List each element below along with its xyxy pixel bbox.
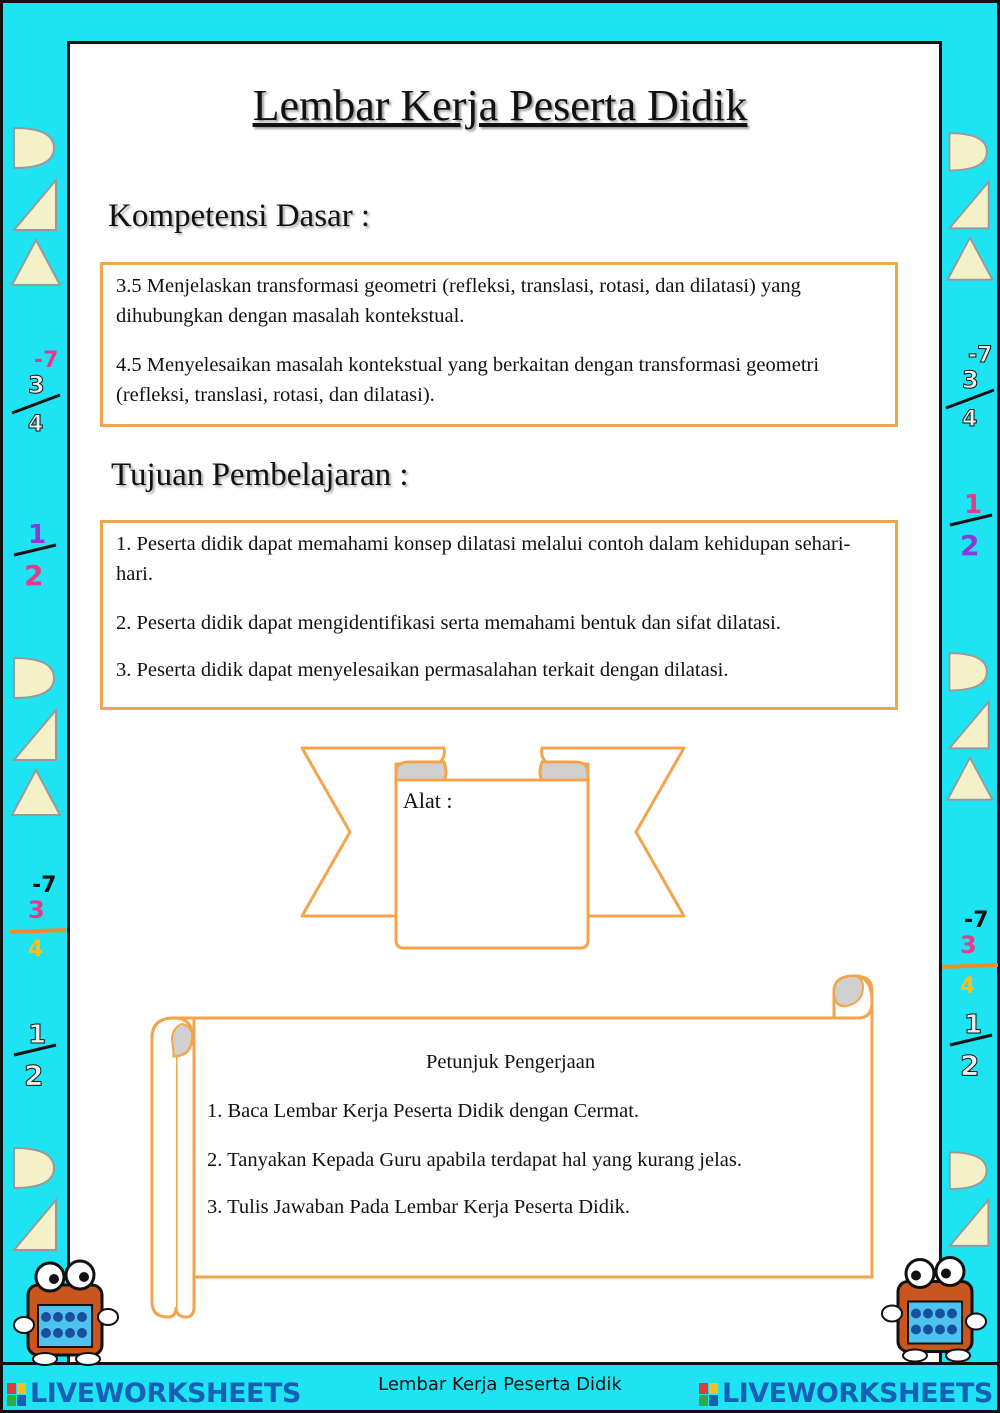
tujuan-heading: Tujuan Pembelajaran :	[111, 457, 409, 493]
ruler-triangle-icon	[6, 650, 66, 820]
ruler-triangle-icon	[942, 640, 998, 810]
brand-text-left: LIVEWORKSHEETS	[30, 1378, 301, 1409]
abacus-mascot-icon	[10, 1255, 120, 1367]
petunjuk-item: 1. Baca Lembar Kerja Peserta Didik dengan Cermat.	[207, 1100, 640, 1122]
fraction-middle: 3	[960, 931, 977, 959]
fraction-numerator: -7	[964, 908, 989, 933]
petunjuk-item: 3. Tulis Jawaban Pada Lembar Kerja Peserta Didik.	[207, 1196, 631, 1218]
fraction-half-icon	[10, 1015, 60, 1090]
fraction-icon	[942, 340, 998, 430]
fraction-icon	[8, 870, 68, 960]
tujuan-item: 1. Peserta didik dapat memahami konsep dilatasi melalui contoh dalam kehidupan sehari-hari.	[116, 533, 851, 585]
kompetensi-box	[100, 262, 898, 427]
ruler-triangle-icon	[942, 120, 998, 290]
petunjuk-item: 2. Tanyakan Kepada Guru apabila terdapat hal yang kurang jelas.	[207, 1149, 742, 1171]
tujuan-item: 3. Peserta didik dapat menyelesaikan permasalahan terkait dengan dilatasi.	[116, 659, 729, 681]
live-badge-icon	[698, 1382, 720, 1408]
fraction-numerator: -7	[968, 343, 993, 368]
fraction-numerator: 1	[28, 520, 47, 550]
fraction-numerator: 1	[28, 1020, 47, 1050]
alat-ribbon-banner	[298, 744, 690, 954]
fraction-denominator: 4	[28, 412, 44, 435]
ruler-triangle-icon	[6, 120, 66, 290]
fraction-numerator: -7	[32, 873, 57, 898]
kompetensi-item: 4.5 Menyelesaikan masalah kontekstual yang berkaitan dengan transformasi geometri (refleksi, translasi, rotasi, dan dilatasi).	[116, 354, 820, 406]
brand-text-right: LIVEWORKSHEETS	[722, 1378, 993, 1409]
ruler-triangle-icon	[942, 1145, 998, 1255]
kompetensi-heading: Kompetensi Dasar :	[108, 198, 371, 234]
fraction-half-icon	[946, 485, 996, 560]
ruler-triangle-icon	[6, 1140, 66, 1260]
fraction-half-icon	[946, 1005, 996, 1080]
fraction-middle: 3	[28, 896, 45, 924]
petunjuk-scroll	[146, 972, 878, 1320]
fraction-middle: 3	[28, 371, 45, 399]
top-border-band	[0, 0, 1000, 44]
fraction-denominator: 2	[24, 559, 44, 590]
abacus-mascot-icon	[880, 1250, 990, 1365]
fraction-numerator: 1	[964, 1010, 983, 1040]
fraction-denominator: 4	[28, 937, 44, 960]
fraction-denominator: 2	[960, 529, 980, 560]
tujuan-item: 2. Peserta didik dapat mengidentifikasi serta memahami bentuk dan sifat dilatasi.	[116, 612, 781, 634]
alat-label: Alat :	[403, 788, 453, 813]
fraction-icon	[940, 905, 1000, 1000]
kompetensi-item: 3.5 Menjelaskan transformasi geometri (refleksi, translasi, rotasi, dan dilatasi) yang dihubungkan dengan masalah kontekstual.	[116, 275, 801, 327]
fraction-numerator: 1	[964, 490, 983, 520]
tujuan-box	[100, 520, 898, 710]
fraction-denominator: 2	[960, 1049, 980, 1080]
page-title: Lembar Kerja Peserta Didik	[252, 81, 748, 130]
fraction-half-icon	[10, 515, 60, 590]
fraction-denominator: 4	[962, 407, 978, 430]
fraction-icon	[8, 345, 64, 435]
fraction-denominator: 2	[24, 1059, 44, 1090]
fraction-middle: 3	[962, 366, 979, 394]
petunjuk-title: Petunjuk Pengerjaan	[426, 1051, 596, 1073]
footer-title: Lembar Kerja Peserta Didik	[378, 1374, 622, 1395]
live-badge-icon	[6, 1382, 28, 1408]
fraction-numerator: -7	[34, 348, 59, 373]
fraction-denominator: 4	[960, 974, 976, 999]
